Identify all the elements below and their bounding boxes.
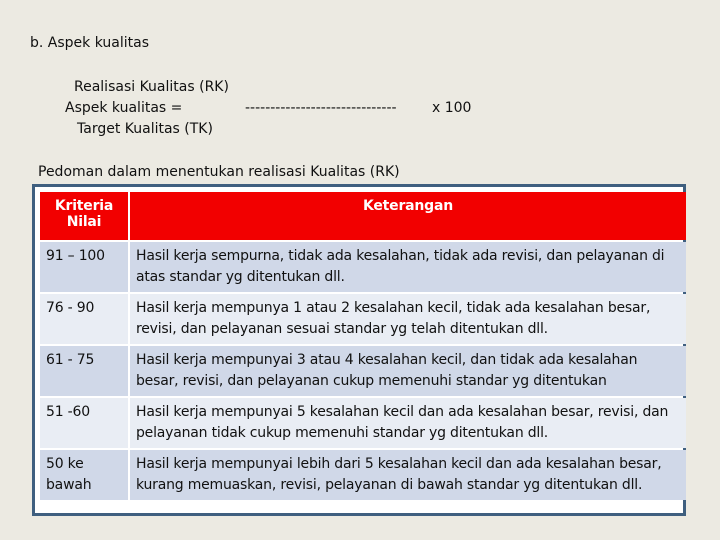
formula-numerator: Realisasi Kualitas (RK) xyxy=(74,79,229,95)
cell-nilai: 91 – 100 xyxy=(40,242,128,292)
table-row xyxy=(40,294,686,344)
cell-nilai: 76 - 90 xyxy=(40,294,128,344)
cell-nilai: 50 ke bawah xyxy=(40,450,128,500)
table-caption: Pedoman dalam menentukan realisasi Kualitas (RK) xyxy=(38,164,400,180)
cell-keterangan: Hasil kerja sempurna, tidak ada kesalahan, tidak ada revisi, dan pelayanan di atas standar yg ditentukan dll. xyxy=(130,242,686,292)
cell-nilai: 51 -60 xyxy=(40,398,128,448)
cell-keterangan: Hasil kerja mempunyai 3 atau 4 kesalahan kecil, dan tidak ada kesalahan besar, revisi, dan pelayanan cukup memenuhi standar yg ditentukan xyxy=(130,346,686,396)
quality-criteria-table xyxy=(38,190,688,502)
cell-nilai: 61 - 75 xyxy=(40,346,128,396)
table-row xyxy=(40,242,686,292)
header-kriteria-nilai: Kriteria Nilai xyxy=(40,192,128,240)
header-keterangan: Keterangan xyxy=(130,192,686,240)
cell-keterangan: Hasil kerja mempunyai 5 kesalahan kecil dan ada kesalahan besar, revisi, dan pelayanan tidak cukup memenuhi standar yg ditentukan dll. xyxy=(130,398,686,448)
cell-keterangan: Hasil kerja mempunya 1 atau 2 kesalahan kecil, tidak ada kesalahan besar, revisi, dan pelayanan sesuai standar yg telah ditentukan dll. xyxy=(130,294,686,344)
formula-denominator: Target Kualitas (TK) xyxy=(77,121,213,137)
table-row xyxy=(40,346,686,396)
section-heading: b. Aspek kualitas xyxy=(30,35,149,51)
formula-multiplier: x 100 xyxy=(432,100,472,116)
table-row xyxy=(40,398,686,448)
formula-fraction-line: ------------------------------ xyxy=(245,100,397,116)
cell-keterangan: Hasil kerja mempunyai lebih dari 5 kesalahan kecil dan ada kesalahan besar, kurang memuaskan, revisi, pelayanan di bawah standar yg ditentukan dll. xyxy=(130,450,686,500)
formula-lhs: Aspek kualitas = xyxy=(65,100,183,116)
table-row xyxy=(40,450,686,500)
